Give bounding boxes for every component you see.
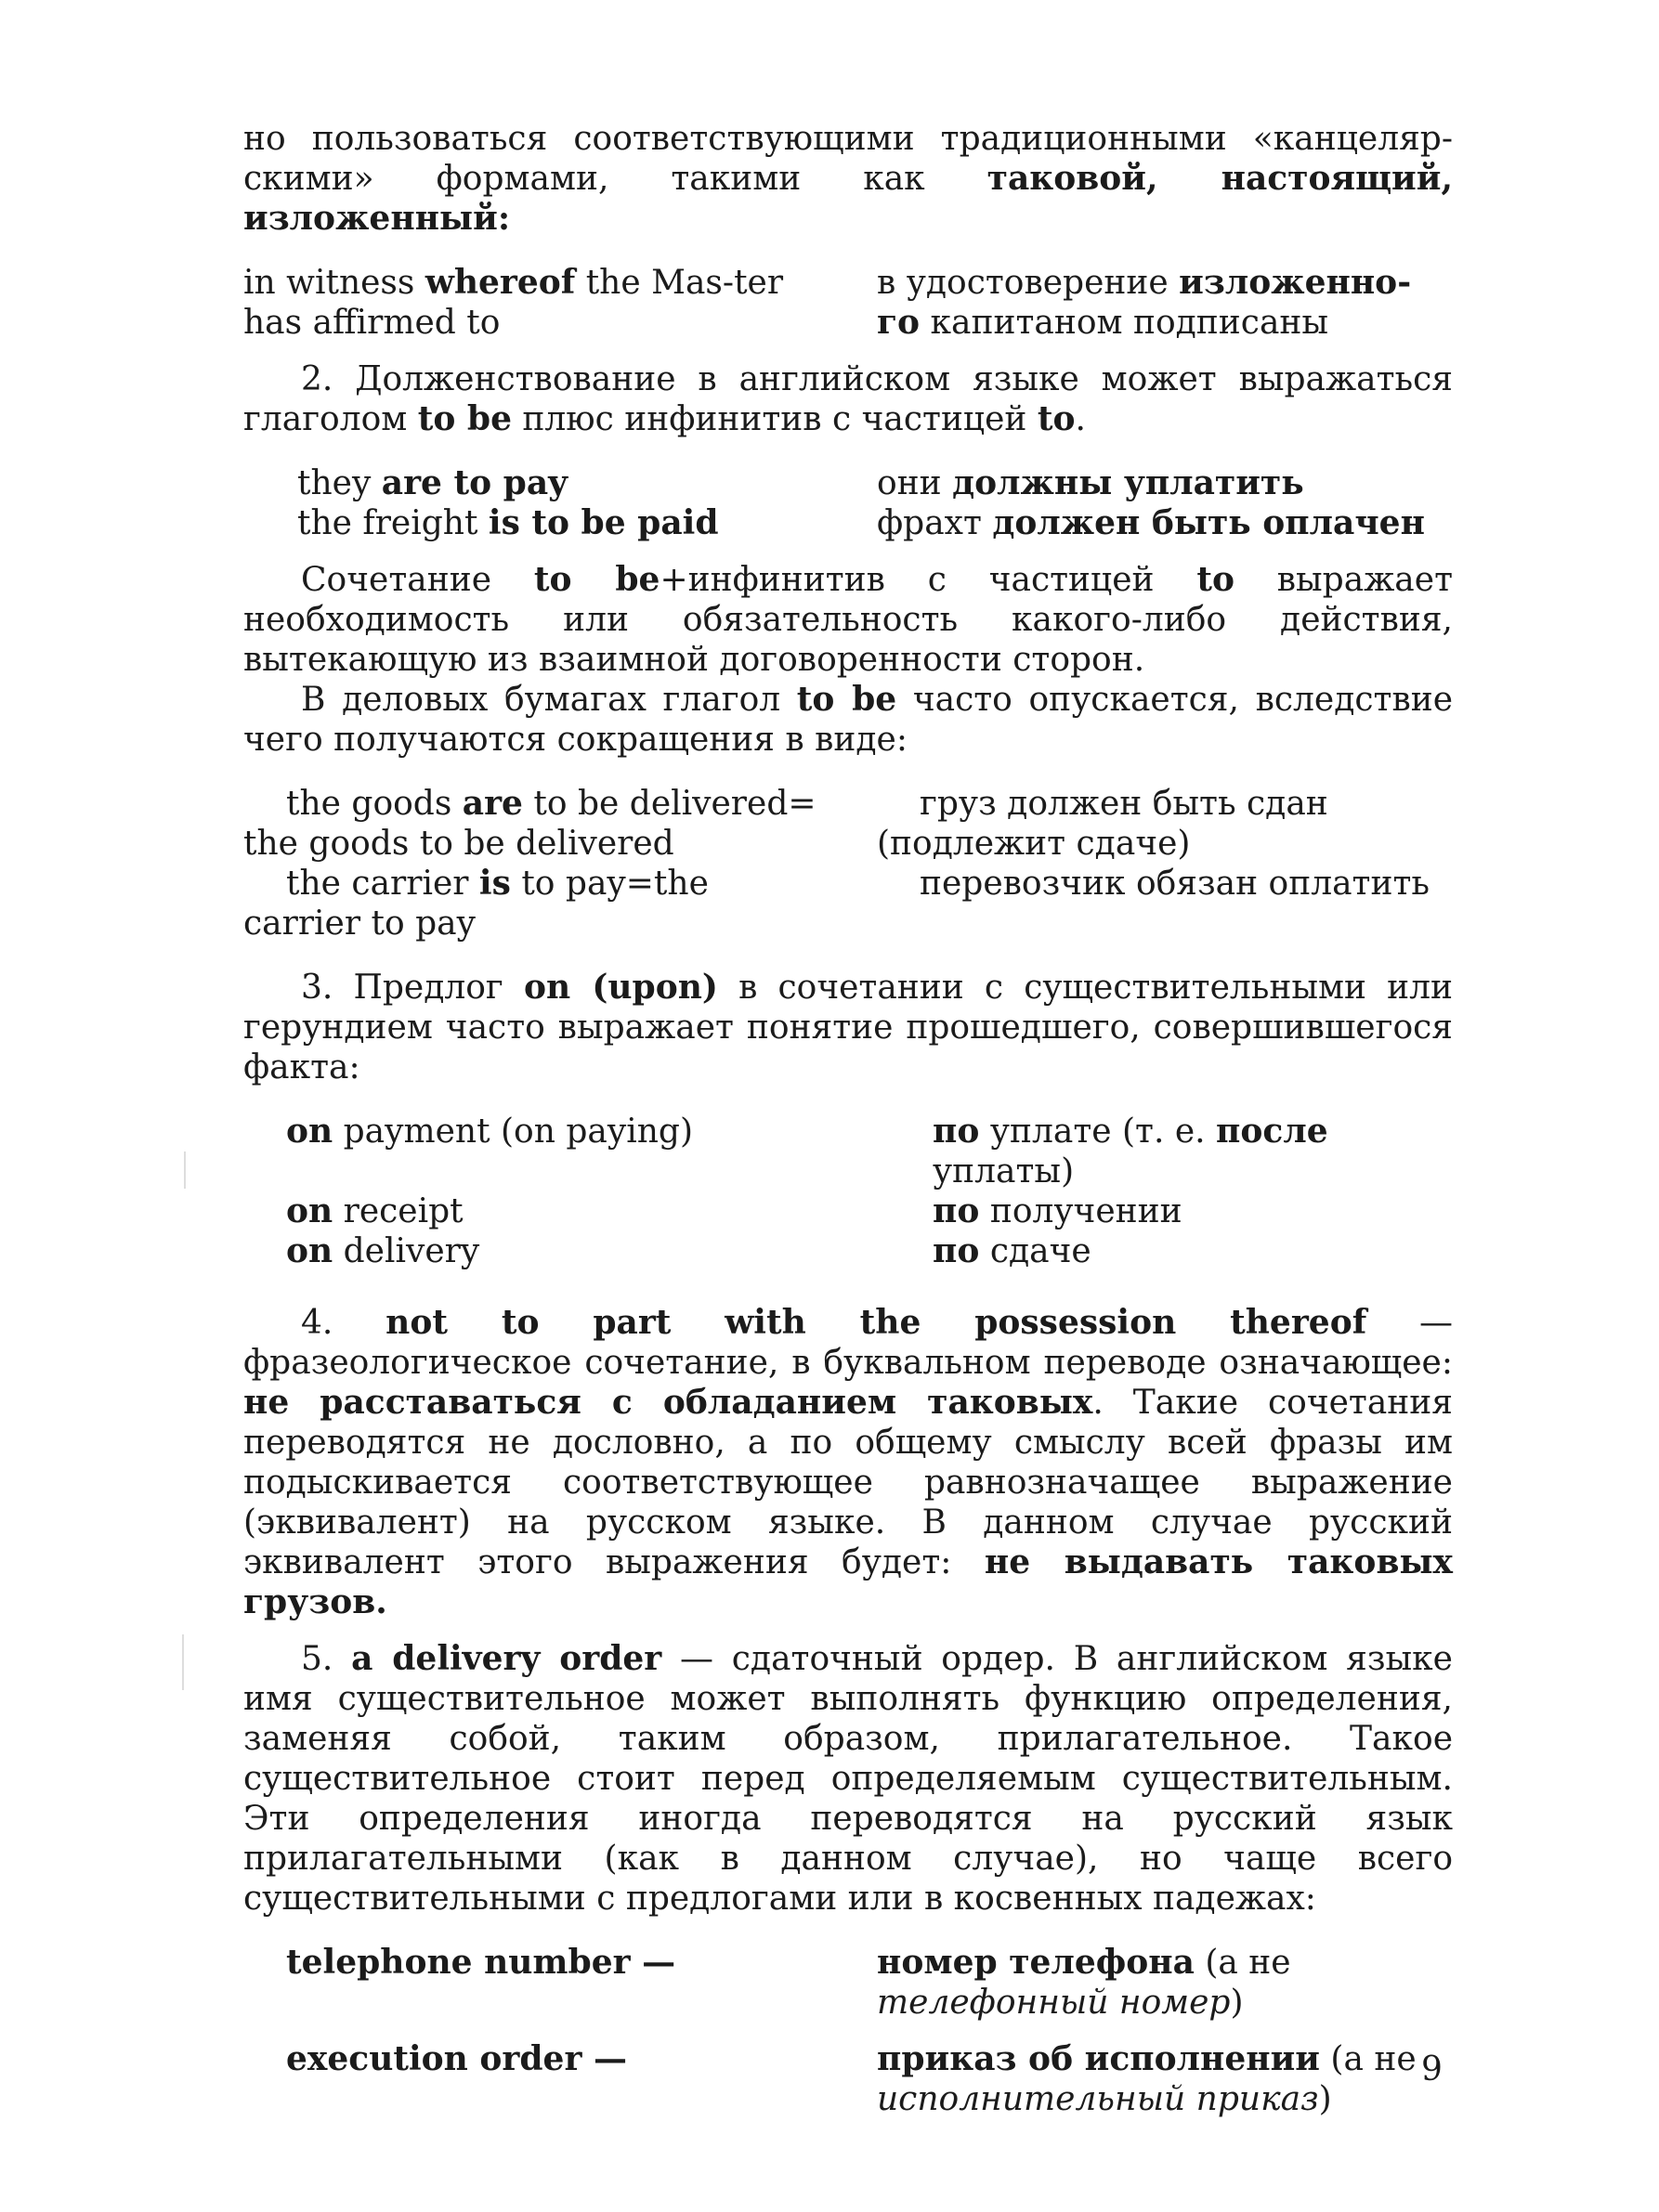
paragraph-2c: В деловых бумагах глагол to be часто опускается, вследствие чего получаются сокращения в виде: — [243, 680, 1454, 759]
example-pair-4b: on receipt по получении — [286, 1191, 1182, 1230]
paragraph-2b: Сочетание to be+инфинитив с частицей to выражает необходимость или обязательность какого-либо действия, вытекающую из взаимной договоренности сторон. — [243, 560, 1453, 679]
page-body — [243, 119, 1453, 2119]
example-pair-4c: on delivery по сдаче — [286, 1231, 1091, 1270]
example-pair-2b: the freight is to be paid фрахт должен быть оплачен — [297, 503, 1425, 542]
intro-paragraph: но пользоваться соответствующими традиционными «канцеляр- скими» формами, такими как таковой, настоящий, изложенный: — [243, 120, 1453, 238]
example-pair-5b: execution order — приказ об исполнении (а не исполнительный приказ) — [286, 2039, 1417, 2118]
example-pair-3b: the carrier is to pay=the carrier to pay перевозчик обязан оплатить — [243, 864, 1430, 943]
paragraph-2: 2. Долженствование в английском языке может выражаться глаголом to be плюс инфинитив с частицей to. — [243, 360, 1453, 438]
example-pair-4a: on payment (on paying) по уплате (т. е. после уплаты) — [286, 1112, 1328, 1191]
paragraph-5: 5. a delivery order — сдаточный ордер. В английском языке имя существительное может выполнять функцию определения, заменяя собой, таким образом, прилагательное. Такое существительное стоит перед определяемым существительным. Эти определения иногда переводятся на русский язык прилагательными (как в данном случае), но чаще всего существительными с предлогами или в косвенных падежах: — [243, 1639, 1453, 1918]
example-pair-3a: the goods are to be delivered= the goods to be delivered груз должен быть сдан (подлежит сдаче) — [243, 784, 1328, 863]
paragraph-3: 3. Предлог on (upon) в сочетании с существительными или герундием часто выражает понятие прошедшего, совершившегося факта: — [243, 968, 1453, 1086]
example-pair-5a: telephone number — номер телефона (а не телефонный номер) — [286, 1943, 1291, 2022]
example-pair-1 — [243, 263, 1453, 343]
paragraph-4: 4. not to part with the possession thereof — фразеологическое сочетание, в буквальном переводе означающее: не расставаться с обладанием таковых. Такие сочетания переводятся не дословно, а по общему смыслу всей фразы им подыскивается соответствующее равнозначащее выражение (эквивалент) на русском языке. В данном случае русский эквивалент этого выражения будет: не выдавать таковых грузов. — [243, 1303, 1454, 1621]
margin-speck — [184, 1152, 186, 1189]
margin-speck — [182, 1634, 184, 1690]
example-pair-2a: they are to pay они должны уплатить — [297, 463, 1304, 502]
english-phrase: in witness whereof the Mas-ter has affirmed to — [243, 263, 784, 342]
russian-translation: в удостоверение изложенно-го капитаном подписаны — [877, 263, 1412, 342]
page-number: 9 — [1421, 2050, 1443, 2088]
